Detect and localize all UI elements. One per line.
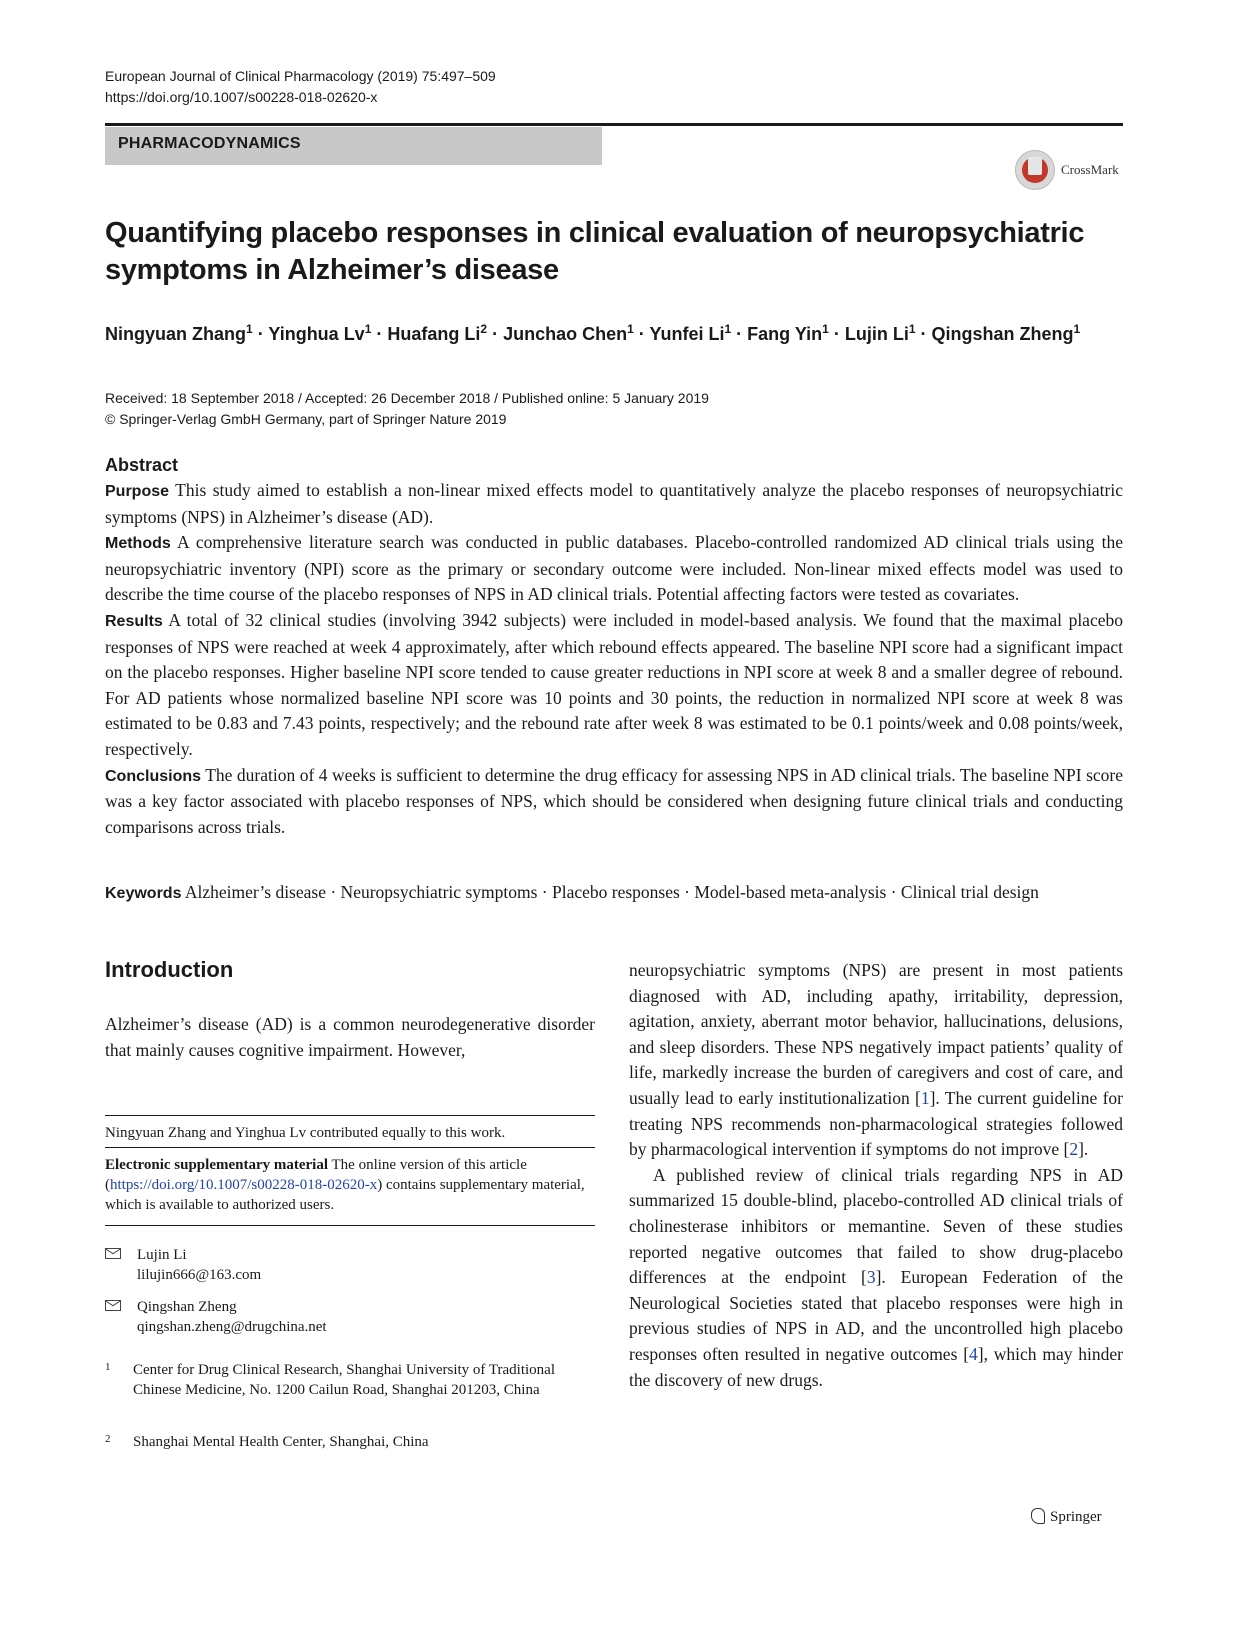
- reference-link[interactable]: 4: [969, 1343, 978, 1364]
- reference-link[interactable]: 2: [1069, 1139, 1079, 1160]
- header-rule: [105, 123, 1123, 126]
- author-affiliation-mark: 1: [1073, 322, 1081, 336]
- crossmark-icon: [1015, 150, 1055, 190]
- author-affiliation-mark: 2: [480, 322, 488, 336]
- author-name[interactable]: Ningyuan Zhang: [105, 324, 246, 344]
- footnote-rule: [105, 1147, 595, 1148]
- title-line-2: symptoms in Alzheimer’s disease: [105, 254, 559, 286]
- conclusions-label: Conclusions: [105, 767, 202, 785]
- corresponding-email[interactable]: lilujin666@163.com: [137, 1267, 262, 1283]
- results-text: A total of 32 clinical studies (involving 3942 subjects) were included in model-based analysis. We found that the maximal placebo responses of NPS were reached at week 4 approximately, after which rebound effects appeared. The baseline NPI score had a significant impact on the placebo responses. Higher baseline NPI score tended to cause greater reductions in NPI score at week 8 and a smaller degree of rebound. For AD patients whose normalized baseline NPI score was 10 points and 30 points, the reduction in normalized NPI score at week 8 was estimated to be 0.83 and 7.43 points, respectively; and the rebound rate after week 8 was estimated to be 0.1 points/week and 0.08 points/week, respectively.: [105, 609, 1123, 759]
- methods-text: A comprehensive literature search was conducted in public databases. Placebo-controlled randomized AD clinical trials using the neuropsychiatric inventory (NPI) score as the primary or secondary outcome were included. Non-linear mixed effects model was used to describe the time course of the placebo responses of NPS in AD clinical trials. Potential affecting factors were tested as covariates.: [105, 532, 1123, 605]
- abstract-conclusions: [105, 763, 1123, 841]
- corresponding-email[interactable]: qingshan.zheng@drugchina.net: [137, 1319, 327, 1335]
- author-name[interactable]: Junchao Chen: [503, 324, 628, 344]
- introduction-right-column: [629, 958, 1123, 1393]
- journal-citation: European Journal of Clinical Pharmacology (2019) 75:497–509: [105, 68, 496, 84]
- article-history: [105, 388, 709, 430]
- keywords: [105, 880, 1123, 907]
- journal-doi[interactable]: https://doi.org/10.1007/s00228-018-02620-x: [105, 89, 378, 105]
- text-run: neuropsychiatric symptoms (NPS) are present in most patients diagnosed with AD, including apathy, irritability, depression, agitation, anxiety, aberrant motor behavior, hallucinations, delusions, and sleep disorders. These NPS negatively impact patients’ quality of life, markedly increase the burden of caregivers and cost of care, and usually lead to early institutionalization [: [629, 960, 1123, 1108]
- history-dates: Received: 18 September 2018 / Accepted: 26 December 2018 / Published online: 5 January 2019: [105, 390, 709, 406]
- text-run: A published review of clinical trials regarding NPS in AD summarized 15 double-blind, placebo-controlled AD clinical trials of cholinesterase inhibitors or memantine. Seven of these studies reported negative outcomes that failed to show drug-placebo differences at the endpoint [: [629, 1164, 1123, 1288]
- footnote-rule: [105, 1225, 595, 1226]
- author-name[interactable]: Huafang Li: [387, 324, 481, 344]
- affiliation-text: Center for Drug Clinical Research, Shanghai University of Traditional Chinese Medicine, No. 1200 Cailun Road, Shanghai 201203, China: [133, 1362, 555, 1398]
- author-affiliation-mark: 1: [822, 322, 829, 336]
- publisher-name: Springer: [1050, 1509, 1102, 1525]
- copyright-line: © Springer-Verlag GmbH Germany, part of Springer Nature 2019: [105, 411, 507, 427]
- author-name[interactable]: Yinghua Lv: [268, 324, 365, 344]
- abstract-purpose: [105, 478, 1123, 530]
- corresponding-name: Lujin Li: [137, 1247, 187, 1263]
- text-run: ]. European Federation of the Neurological Societies stated that placebo responses were high in previous studies of NPS in AD, and the uncontrolled high placebo responses often resulted in negative outcomes [: [629, 1267, 1123, 1364]
- text-run: ].: [1078, 1139, 1089, 1160]
- conclusions-text: The duration of 4 weeks is sufficient to determine the drug efficacy for assessing NPS in AD clinical trials. The baseline NPI score was a key factor associated with placebo responses of NPS, which should be considered when designing future clinical trials and conducting comparisons across trials.: [105, 764, 1123, 837]
- abstract-heading: Abstract: [105, 455, 179, 475]
- introduction-heading: Introduction: [105, 957, 234, 982]
- esm-link[interactable]: https://doi.org/10.1007/s00228-018-02620-x: [110, 1177, 378, 1193]
- publisher-logo: [1031, 1508, 1102, 1526]
- reference-link[interactable]: 3: [866, 1267, 876, 1288]
- keywords-text: Alzheimer’s disease · Neuropsychiatric symptoms · Placebo responses · Model-based meta-analysis · Clinical trial design: [184, 882, 1039, 902]
- abstract-body: [105, 478, 1123, 840]
- methods-label: Methods: [105, 535, 171, 553]
- text-run: The online version of this article (: [105, 1157, 527, 1193]
- envelope-icon: [105, 1248, 121, 1259]
- results-label: Results: [105, 612, 163, 630]
- author-name[interactable]: Yunfei Li: [649, 324, 725, 344]
- author-list: Ningyuan Zhang$^1$ · Yinghua $Lv^1$ · Huafang $Li^2$ · Junchao Chen$^1$ · Yunfei $Li^1$ · Fang Yin$^1$ · Lujin $Li^1$ · Qingshan Zheng$^1$: [105, 322, 1081, 344]
- correspondence-entry: [105, 1297, 327, 1337]
- journal-header: [105, 66, 496, 108]
- purpose-text: This study aimed to establish a non-linear mixed effects model to quantitatively analyze the placebo responses of neuropsychiatric symptoms (NPS) in Alzheimer’s disease (AD).: [105, 480, 1123, 527]
- affiliation-text: Shanghai Mental Health Center, Shanghai, China: [133, 1434, 429, 1450]
- crossmark-badge[interactable]: [1015, 150, 1135, 194]
- esm-label: Electronic supplementary material: [105, 1157, 329, 1173]
- reference-link[interactable]: 1: [920, 1087, 930, 1108]
- correspondence-entry: [105, 1245, 261, 1285]
- purpose-label: Purpose: [105, 483, 170, 500]
- text-run: ], which may hinder the discovery of new drugs.: [629, 1343, 1123, 1390]
- affiliation-entry: [105, 1432, 595, 1452]
- affiliation-number: 2: [105, 1433, 111, 1445]
- crossmark-label: CrossMark: [1061, 162, 1119, 177]
- title-line-1: Quantifying placebo responses in clinical evaluation of neuropsychiatric: [105, 217, 1085, 249]
- article-title: [105, 215, 1105, 289]
- footnote-rule: [105, 1115, 595, 1116]
- envelope-icon: [105, 1300, 121, 1311]
- springer-horse-icon: [1031, 1508, 1045, 1524]
- author-affiliation-mark: 1: [364, 322, 372, 336]
- author-name[interactable]: Lujin Li: [844, 324, 909, 344]
- intro-paragraph: [629, 1163, 1123, 1393]
- intro-paragraph: [629, 958, 1123, 1163]
- author-affiliation-mark: 1: [627, 322, 634, 336]
- text-run: ) contains supplementary material, which is available to authorized users.: [105, 1177, 585, 1213]
- contribution-note: Ningyuan Zhang and Yinghua Lv contributed equally to this work.: [105, 1125, 506, 1141]
- affiliation-number: 1: [105, 1361, 111, 1373]
- author-name[interactable]: Qingshan Zheng: [931, 324, 1074, 344]
- author-affiliation-mark: 1: [246, 322, 253, 336]
- author-affiliation-mark: 1: [724, 322, 732, 336]
- abstract-methods: [105, 530, 1123, 608]
- affiliation-entry: [105, 1360, 595, 1400]
- corresponding-name: Qingshan Zheng: [137, 1299, 237, 1315]
- abstract-results: [105, 608, 1123, 763]
- text-run: ]. The current guideline for treating NPS recommends non-pharmacological strategies followed by pharmacological intervention if symptoms do not improve [: [629, 1087, 1123, 1160]
- author-affiliation-mark: 1: [908, 322, 916, 336]
- author-name[interactable]: Fang Yin: [747, 324, 823, 344]
- supplementary-note: [105, 1155, 595, 1215]
- keywords-label: Keywords: [105, 885, 182, 902]
- section-label: PHARMACODYNAMICS: [118, 135, 301, 152]
- section-band: [105, 127, 602, 165]
- introduction-left-text: Alzheimer’s disease (AD) is a common neurodegenerative disorder that mainly causes cognitive impairment. However,: [105, 1014, 595, 1060]
